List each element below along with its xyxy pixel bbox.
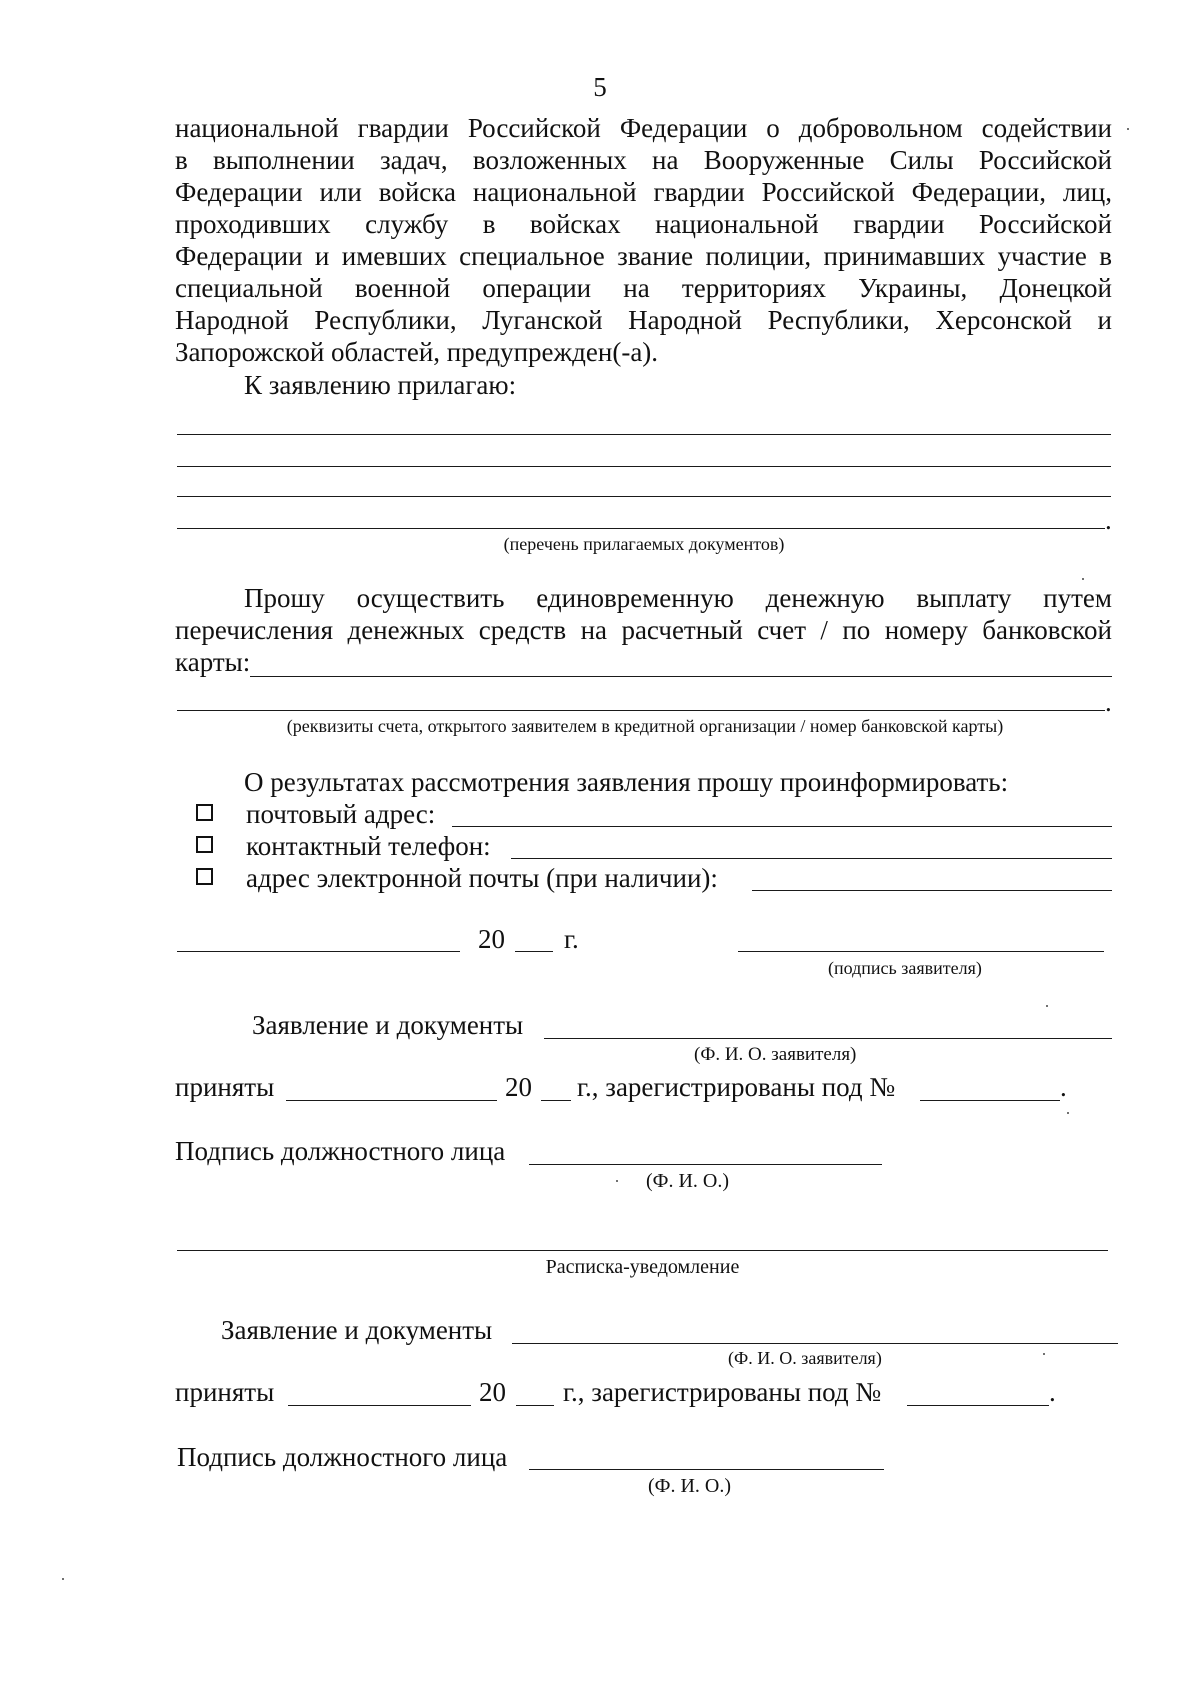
acceptance-fio-caption: (Ф. И. О. заявителя) — [694, 1044, 857, 1065]
acceptance-date-field[interactable] — [286, 1100, 497, 1101]
receipt-year-prefix: 20 — [479, 1377, 506, 1407]
acceptance-reg-number-field[interactable] — [920, 1100, 1060, 1101]
date-year-field[interactable] — [515, 951, 553, 952]
scan-speck — [62, 1578, 64, 1580]
postal-address-field[interactable] — [452, 826, 1112, 827]
acceptance-official-signature-label: Подпись должностного лица — [175, 1136, 506, 1166]
attachments-label: К заявлению прилагаю: — [244, 370, 517, 400]
receipt-official-signature-field[interactable] — [529, 1469, 884, 1470]
scan-speck — [1043, 1353, 1045, 1355]
acceptance-official-fio-caption: (Ф. И. О.) — [646, 1170, 730, 1192]
receipt-reg-number-field[interactable] — [907, 1405, 1049, 1406]
intro-line-5: Федерации и имевших специальное звание полиции, принимавших участие в — [175, 241, 1112, 271]
payment-card-label: карты: — [175, 647, 251, 677]
acceptance-end-mark: . — [1060, 1072, 1067, 1102]
receipt-applicant-fio-field[interactable] — [512, 1343, 1118, 1344]
receipt-fio-caption: (Ф. И. О. заявителя) — [728, 1348, 882, 1368]
receipt-end-mark: . — [1049, 1377, 1056, 1407]
receipt-year-field[interactable] — [516, 1405, 554, 1406]
phone-label: контактный телефон: — [246, 831, 491, 861]
receipt-date-field[interactable] — [288, 1405, 471, 1406]
payment-line-1: Прошу осуществить единовременную денежную выплату путем — [244, 583, 1112, 613]
receipt-official-signature-label: Подпись должностного лица — [177, 1442, 508, 1472]
intro-line-2: в выполнении задач, возложенных на Вооруженные Силы Российской — [175, 145, 1112, 175]
intro-line-3: Федерации или войска национальной гвардии Российской Федерации, лиц, — [175, 177, 1112, 207]
attachments-line-2[interactable] — [177, 466, 1111, 467]
attachments-caption: (перечень прилагаемых документов) — [503, 534, 785, 554]
phone-field[interactable] — [511, 858, 1112, 859]
acceptance-registered-text: г., зарегистрированы под № — [577, 1072, 896, 1102]
scan-speck — [1067, 1112, 1069, 1114]
scan-speck — [1127, 128, 1129, 130]
attachments-end-mark: . — [1105, 505, 1112, 535]
attachments-line-4[interactable] — [177, 528, 1105, 529]
payment-details-line-1[interactable] — [250, 676, 1112, 677]
acceptance-year-prefix: 20 — [505, 1072, 532, 1102]
date-year-prefix: 20 — [478, 924, 505, 954]
page-number: 5 — [593, 72, 607, 102]
intro-line-4: проходивших службу в войсках национальной гвардии Российской — [175, 209, 1112, 239]
attachments-line-1[interactable] — [177, 434, 1111, 435]
scan-speck — [1082, 578, 1084, 580]
receipt-title: Расписка-уведомление — [545, 1256, 740, 1278]
payment-details-line-2[interactable] — [177, 710, 1105, 711]
applicant-signature-field[interactable] — [738, 951, 1104, 952]
receipt-registered-text: г., зарегистрированы под № — [563, 1377, 882, 1407]
receipt-label: Заявление и документы — [221, 1315, 493, 1345]
receipt-accepted-label: приняты — [175, 1377, 275, 1407]
intro-last-line: Запорожской областей, предупрежден(-а). — [175, 337, 659, 367]
payment-caption: (реквизиты счета, открытого заявителем в кредитной организации / номер банковской карты) — [286, 716, 1004, 736]
postal-address-checkbox[interactable] — [196, 804, 213, 821]
scan-speck — [616, 1180, 618, 1182]
acceptance-year-field[interactable] — [541, 1100, 571, 1101]
intro-line-7: Народной Республики, Луганской Народной Республики, Херсонской и — [175, 305, 1112, 335]
receipt-official-fio-caption: (Ф. И. О.) — [648, 1475, 732, 1497]
acceptance-official-signature-field[interactable] — [529, 1164, 882, 1165]
acceptance-accepted-label: приняты — [175, 1072, 275, 1102]
applicant-signature-caption: (подпись заявителя) — [828, 958, 982, 978]
notification-heading: О результатах рассмотрения заявления прошу проинформировать: — [244, 767, 1009, 797]
attachments-line-3[interactable] — [177, 496, 1111, 497]
intro-line-1: национальной гвардии Российской Федерации о добровольном содействии — [175, 113, 1112, 143]
email-checkbox[interactable] — [196, 868, 213, 885]
phone-checkbox[interactable] — [196, 836, 213, 853]
cut-line — [177, 1250, 1108, 1251]
acceptance-applicant-fio-field[interactable] — [544, 1038, 1112, 1039]
payment-line-2: перечисления денежных средств на расчетный счет / по номеру банковской — [175, 615, 1112, 645]
scan-speck — [1046, 1005, 1048, 1007]
email-field[interactable] — [752, 890, 1112, 891]
email-label: адрес электронной почты (при наличии): — [246, 863, 718, 893]
date-year-suffix: г. — [564, 924, 579, 954]
postal-address-label: почтовый адрес: — [246, 799, 436, 829]
intro-line-6: специальной военной операции на территориях Украины, Донецкой — [175, 273, 1112, 303]
date-day-month-field[interactable] — [177, 951, 460, 952]
payment-end-mark: . — [1105, 687, 1112, 717]
acceptance-label: Заявление и документы — [252, 1010, 524, 1040]
